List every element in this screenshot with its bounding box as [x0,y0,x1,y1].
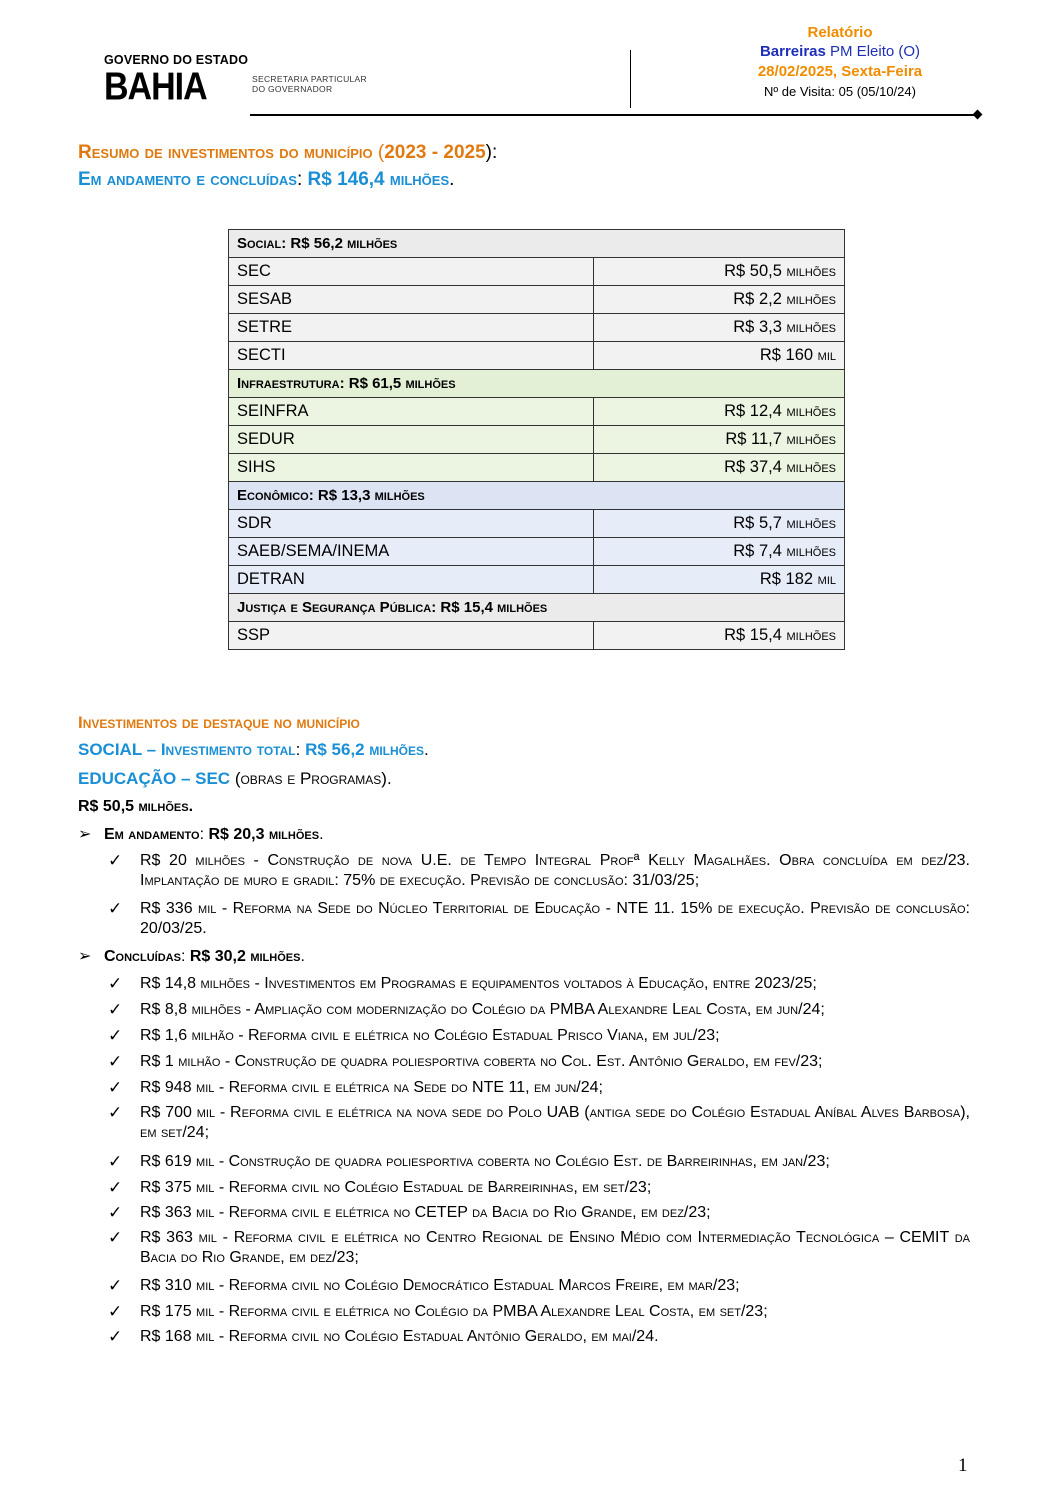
report-city: Barreiras PM Eleito (O) [759,43,921,60]
header-rule-diamond [973,110,983,120]
table-row: SESAB R$ 2,2 milhões [229,286,845,314]
table-row: SAEB/SEMA/INEMA R$ 7,4 milhões [229,538,845,566]
checkmark-icon: ✓ [108,1103,123,1122]
visit-number: Nº de Visita: 05 (05/10/24) [764,84,916,99]
list-item: R$ 948 mil - Reforma civil e elétrica na Sede do NTE 11, em jun/24; [140,1079,603,1096]
list-item: R$ 310 mil - Reforma civil no Colégio Democrático Estadual Marcos Freire, em mar/23; [140,1277,740,1294]
list-item: R$ 619 mil - Construção de quadra poliesportiva coberta no Colégio Est. de Barreirinhas, em jan/23; [140,1153,830,1170]
logo-top-text: GOVERNO DO ESTADO [104,53,249,67]
highlights-title: Investimentos de destaque no município [78,713,360,732]
list-item: R$ 700 mil - Reforma civil e elétrica na nova sede do Polo UAB (antiga sede do Colégio Estadual Aníbal Alves Barbosa), em set/24; [140,1104,970,1141]
education-total: R$ 50,5 milhões. [78,798,194,815]
category-social: Social: R$ 56,2 milhões [229,230,845,258]
summary-total: Em andamento e concluídas: R$ 146,4 milhões. [78,169,455,190]
list-item: R$ 1,6 milhão - Reforma civil e elétrica no Colégio Estadual Prisco Viana, em jul/23; [140,1027,720,1044]
social-total-line: SOCIAL – Investimento total: R$ 56,2 milhões. [78,740,429,759]
list-item: R$ 363 mil - Reforma civil e elétrica no CETEP da Bacia do Rio Grande, em dez/23; [140,1204,711,1221]
list-item: R$ 20 milhões - Construção de nova U.E. de Tempo Integral Profª Kelly Magalhães. Obra concluída em dez/23. Implantação de muro e gradil: 75% de execução. Previsão de conclusão: 31/03/25; [140,852,970,889]
checkmark-icon: ✓ [108,1302,123,1321]
checkmark-icon: ✓ [108,1052,123,1071]
list-item: R$ 14,8 milhões - Investimentos em Programas e equipamentos voltados à Educação, entre 2023/25; [140,975,817,992]
bahia-logo: BAHIA [104,64,207,109]
table-row: SDR R$ 5,7 milhões [229,510,845,538]
table-row: SSP R$ 15,4 milhões [229,622,845,650]
education-heading: EDUCAÇÃO – SEC (obras e Programas). [78,769,392,788]
checkmark-icon: ✓ [108,899,123,918]
list-item: R$ 336 mil - Reforma na Sede do Núcleo Territorial de Educação - NTE 11. 15% de execução. Previsão de conclusão: 20/03/25. [140,900,970,937]
summary-title: Resumo de investimentos do município (2023 - 2025): [78,142,498,163]
done-heading: Concluídas: R$ 30,2 milhões. [104,948,305,965]
list-item: R$ 1 milhão - Construção de quadra poliesportiva coberta no Col. Est. Antônio Geraldo, em fev/23; [140,1053,823,1070]
checkmark-icon: ✓ [108,1026,123,1045]
arrow-bullet-icon: ➢ [78,826,92,843]
report-date: 28/02/2025, Sexta-Feira [757,63,923,80]
list-item: R$ 175 mil - Reforma civil e elétrica no Colégio da PMBA Alexandre Leal Costa, em set/23; [140,1303,768,1320]
list-item: R$ 375 mil - Reforma civil no Colégio Estadual de Barreirinhas, em set/23; [140,1179,652,1196]
table-row: SEC R$ 50,5 milhões [229,258,845,286]
table-row: SETRE R$ 3,3 milhões [229,314,845,342]
list-item: R$ 8,8 milhões - Ampliação com modernização do Colégio da PMBA Alexandre Leal Costa, em jun/24; [140,1001,825,1018]
checkmark-icon: ✓ [108,1203,123,1222]
header-rule [250,114,976,116]
arrow-bullet-icon: ➢ [78,948,92,965]
checkmark-icon: ✓ [108,1327,123,1346]
category-economic: Econômico: R$ 13,3 milhões [229,482,845,510]
checkmark-icon: ✓ [108,1000,123,1019]
checkmark-icon: ✓ [108,1228,123,1247]
checkmark-icon: ✓ [108,851,123,870]
table-row: SEDUR R$ 11,7 milhões [229,426,845,454]
category-justice-security: Justiça e Segurança Pública: R$ 15,4 milhões [229,594,845,622]
page-number: 1 [958,1455,968,1476]
checkmark-icon: ✓ [108,1178,123,1197]
report-label: Relatório [807,24,873,41]
list-item: R$ 363 mil - Reforma civil e elétrica no Centro Regional de Ensino Médio com Intermediação Tecnológica – CEMIT da Bacia do Rio Grande, em dez/23; [140,1229,970,1266]
table-row: SIHS R$ 37,4 milhões [229,454,845,482]
checkmark-icon: ✓ [108,1152,123,1171]
list-item: R$ 168 mil - Reforma civil no Colégio Estadual Antônio Geraldo, em mai/24. [140,1328,659,1345]
header-divider [630,50,631,108]
logo-subtitle: SECRETARIA PARTICULAR DO GOVERNADOR [252,74,367,94]
checkmark-icon: ✓ [108,1078,123,1097]
table-row: DETRAN R$ 182 mil [229,566,845,594]
investment-table [228,229,845,650]
table-row: SECTI R$ 160 mil [229,342,845,370]
category-infrastructure: Infraestrutura: R$ 61,5 milhões [229,370,845,398]
table-row: SEINFRA R$ 12,4 milhões [229,398,845,426]
in-progress-heading: Em andamento: R$ 20,3 milhões. [104,826,324,843]
checkmark-icon: ✓ [108,974,123,993]
checkmark-icon: ✓ [108,1276,123,1295]
